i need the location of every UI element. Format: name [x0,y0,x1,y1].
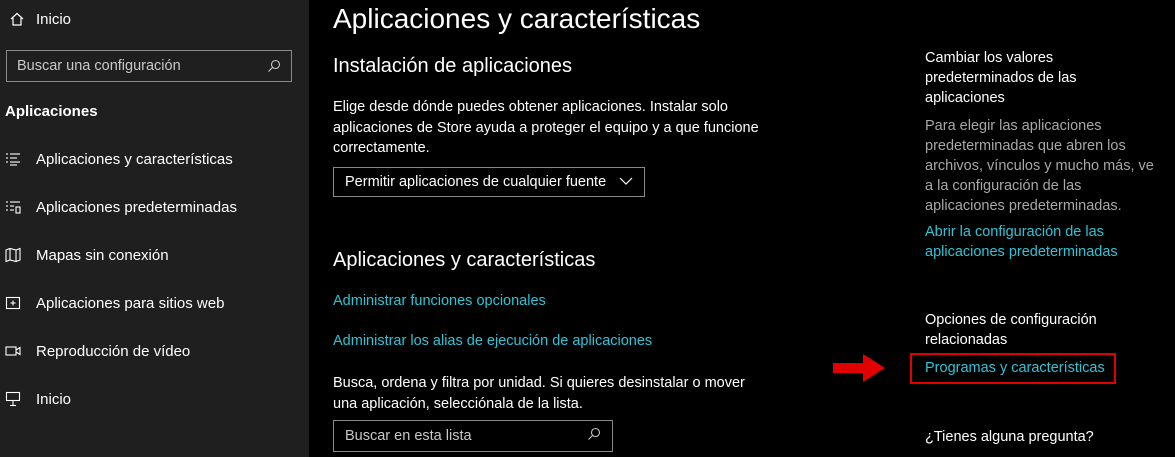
sidebar-item-offline-maps[interactable] [0,231,309,279]
sidebar-item-apps-features[interactable] [0,135,309,183]
programs-features-link[interactable]: Programas y características [925,360,1105,376]
map-icon [5,247,21,263]
related-settings-heading: Opciones de configuración relacionadas [925,312,1097,348]
settings-search-placeholder: Buscar una configuración [17,58,181,74]
sidebar-item-video-playback[interactable] [0,327,309,375]
sidebar-item-web-apps[interactable] [0,279,309,327]
web-app-icon [5,295,21,311]
question-heading: ¿Tienes alguna pregunta? [925,429,1094,445]
home-label: Inicio [36,10,72,28]
list-icon [5,151,21,167]
install-heading: Instalación de aplicaciones [333,55,573,77]
default-apps-icon [5,199,21,215]
sidebar-item-label: Mapas sin conexión [36,246,169,264]
sidebar-item-label: Reproducción de vídeo [36,342,191,360]
chevron-down-icon [619,174,633,190]
default-apps-description: Para elegir las aplicaciones predeterminadas que abren los archivos, vínculos y mucho más, ve a la configuración de las aplicaciones predeterminadas. [925,118,1154,214]
home-icon [9,11,25,27]
sidebar [0,0,309,457]
sidebar-item-default-apps[interactable] [0,183,309,231]
home-nav-item[interactable] [0,0,309,38]
video-icon [5,343,21,359]
install-source-value: Permitir aplicaciones de cualquier fuente [345,174,607,190]
related-panel [925,0,1165,457]
sidebar-item-label: Inicio [36,390,72,408]
sidebar-item-label: Aplicaciones y características [36,150,233,168]
install-source-dropdown[interactable] [333,167,645,197]
optional-features-link[interactable]: Administrar funciones opcionales [333,293,546,309]
apps-description: Busca, ordena y filtra por unidad. Si quieres desinstalar o mover una aplicación, selecciónala de la lista. [333,375,745,412]
main-content [333,0,893,457]
startup-icon [5,391,21,407]
sidebar-item-label: Aplicaciones predeterminadas [36,198,237,216]
app-list-search-placeholder: Buscar en esta lista [345,428,472,444]
arrow-right-icon [833,353,886,383]
sidebar-section-label: Aplicaciones [5,103,98,120]
open-default-apps-link[interactable]: Abrir la configuración de las aplicaciones predeterminadas [925,224,1118,260]
sidebar-item-startup[interactable] [0,375,309,423]
apps-features-heading: Aplicaciones y características [333,249,596,271]
page-title: Aplicaciones y características [333,3,701,34]
sidebar-item-label: Aplicaciones para sitios web [36,294,225,312]
sidebar-nav-list [0,135,309,423]
settings-search-input[interactable] [6,50,292,82]
search-icon[interactable] [267,59,281,73]
exec-alias-link[interactable]: Administrar los alias de ejecución de aplicaciones [333,333,653,349]
app-list-search-input[interactable] [333,420,613,452]
default-apps-heading: Cambiar los valores predeterminados de las aplicaciones [925,50,1077,106]
install-description: Elige desde dónde puedes obtener aplicaciones. Instalar solo aplicaciones de Store ayuda a proteger el equipo y a que funcione correctamente. [333,99,759,156]
highlight-box [910,353,1116,384]
search-icon[interactable] [587,427,601,445]
